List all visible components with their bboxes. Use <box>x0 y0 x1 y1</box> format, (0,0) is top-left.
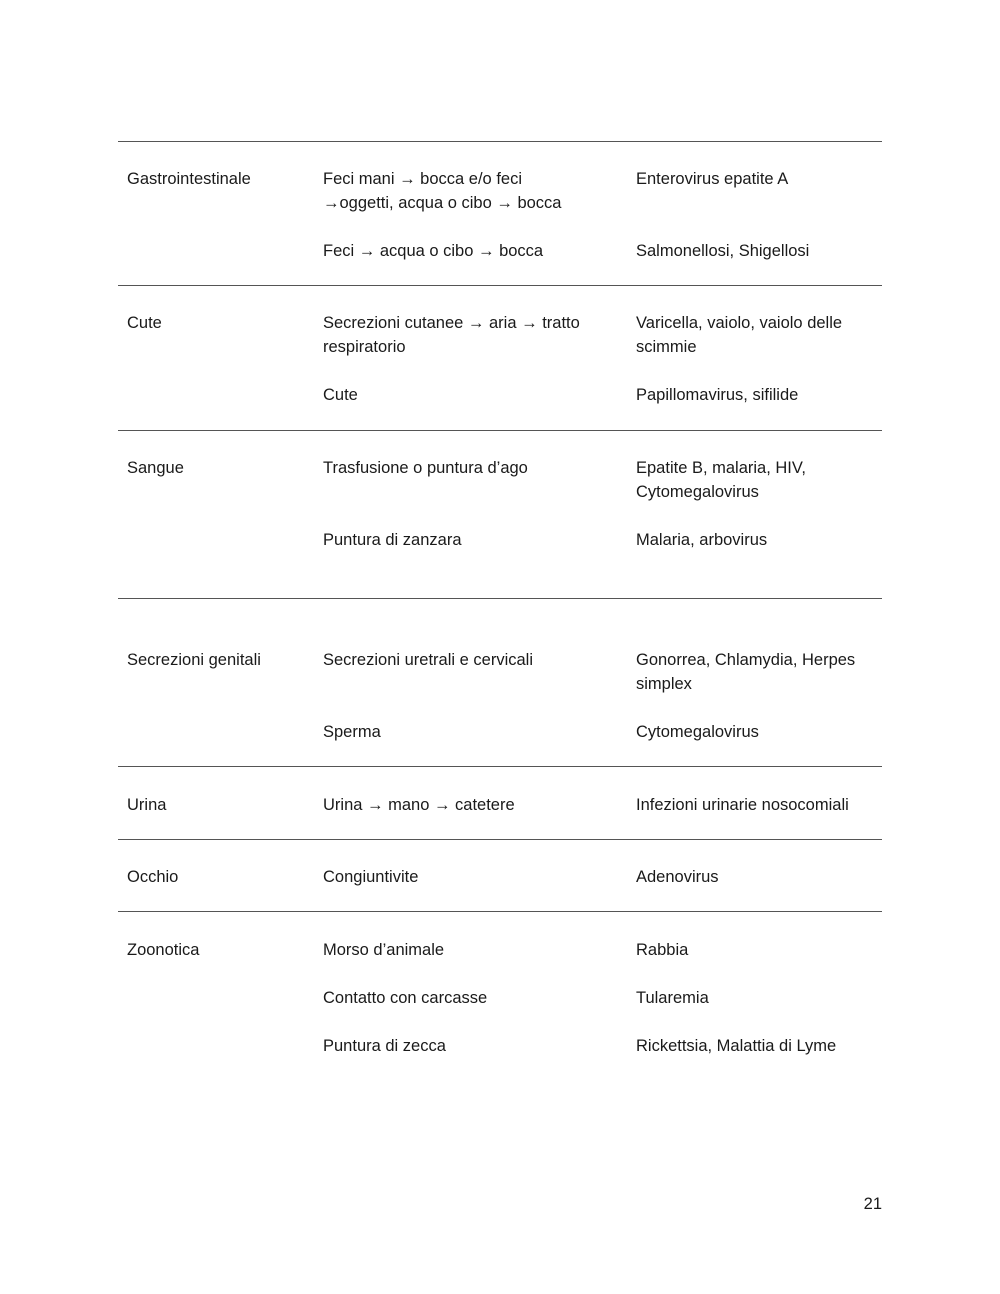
disease-cell: Papillomavirus, sifilide <box>636 386 799 404</box>
page-number: 21 <box>863 1195 882 1213</box>
disease-cell: Varicella, vaiolo, vaiolo delle <box>636 314 843 332</box>
disease-cell: Adenovirus <box>636 868 719 886</box>
category-cell: Gastrointestinale <box>127 170 251 188</box>
table-rule <box>118 285 882 286</box>
category-cell: Occhio <box>127 868 179 886</box>
route-cell: Feci mani → bocca e/o feci <box>323 170 522 188</box>
disease-cell: scimmie <box>636 338 697 356</box>
disease-cell: Salmonellosi, Shigellosi <box>636 242 810 260</box>
route-cell: Puntura di zanzara <box>323 531 462 549</box>
route-cell: Trasfusione o puntura d’ago <box>323 459 528 477</box>
route-cell: Urina → mano → catetere <box>323 796 515 814</box>
route-cell: Secrezioni uretrali e cervicali <box>323 651 533 669</box>
disease-cell: Cytomegalovirus <box>636 483 759 501</box>
table-rule <box>118 766 882 767</box>
category-cell: Cute <box>127 314 162 332</box>
disease-cell: Malaria, arbovirus <box>636 531 768 549</box>
table-rule <box>118 839 882 840</box>
route-cell: Congiuntivite <box>323 868 419 886</box>
disease-cell: simplex <box>636 675 692 693</box>
disease-cell: Epatite B, malaria, HIV, <box>636 459 806 477</box>
disease-cell: Enterovirus epatite A <box>636 170 789 188</box>
disease-cell: Cytomegalovirus <box>636 723 759 741</box>
disease-cell: Infezioni urinarie nosocomiali <box>636 796 849 814</box>
disease-cell: Tularemia <box>636 989 709 1007</box>
table-rule <box>118 430 882 431</box>
route-cell: Secrezioni cutanee → aria → tratto <box>323 314 580 332</box>
route-cell: Cute <box>323 386 358 404</box>
table-rule <box>118 598 882 599</box>
disease-cell: Rickettsia, Malattia di Lyme <box>636 1037 837 1055</box>
category-cell: Secrezioni genitali <box>127 651 261 669</box>
route-cell: Morso d’animale <box>323 941 445 959</box>
disease-cell: Rabbia <box>636 941 689 959</box>
category-cell: Sangue <box>127 459 184 477</box>
route-cell: Contatto con carcasse <box>323 989 488 1007</box>
category-cell: Urina <box>127 796 167 814</box>
table-rule <box>118 911 882 912</box>
route-cell: Puntura di zecca <box>323 1037 446 1055</box>
route-cell: respiratorio <box>323 338 406 356</box>
category-cell: Zoonotica <box>127 941 200 959</box>
route-cell: Sperma <box>323 723 381 741</box>
route-cell: →oggetti, acqua o cibo → bocca <box>323 194 562 212</box>
disease-cell: Gonorrea, Chlamydia, Herpes <box>636 651 856 669</box>
route-cell: Feci → acqua o cibo → bocca <box>323 242 544 260</box>
table-rule <box>118 141 882 142</box>
